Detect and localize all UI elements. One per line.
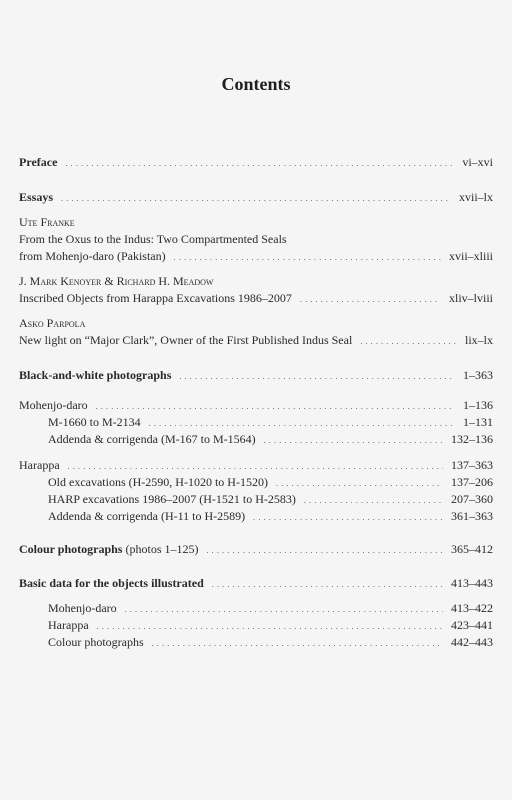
- essay-author: J. Mark Kenoyer & Richard H. Meadow: [19, 274, 214, 288]
- dot-leader: [152, 635, 443, 651]
- toc-page: 365–412: [451, 542, 493, 556]
- toc-label: Mohenjo-daro: [19, 398, 88, 412]
- toc-page: 413–443: [451, 576, 493, 590]
- toc-subentry: [48, 492, 493, 508]
- dot-leader: [304, 492, 443, 508]
- essay-title-line: Inscribed Objects from Harappa Excavations 1986–2007: [19, 291, 292, 305]
- toc-label: Essays: [19, 190, 54, 204]
- dot-leader: [125, 601, 443, 617]
- dot-leader: [300, 291, 441, 307]
- toc-entry-basic-data: [19, 576, 493, 592]
- toc-label: Harappa: [48, 618, 89, 632]
- toc-subentry: [48, 432, 493, 448]
- toc-label: Colour photographs: [48, 635, 144, 649]
- toc-entry-essay1: [19, 249, 493, 265]
- dot-leader: [174, 249, 441, 265]
- dot-leader: [149, 415, 455, 431]
- dot-leader: [96, 398, 455, 414]
- toc-page: 1–136: [463, 398, 493, 412]
- toc-subentry: [48, 475, 493, 491]
- toc-label: Old excavations (H-2590, H-1020 to H-1520): [48, 475, 268, 489]
- toc-label: M-1660 to M-2134: [48, 415, 141, 429]
- toc-label: Basic data for the objects illustrated: [19, 576, 204, 590]
- toc-label: Mohenjo-daro: [48, 601, 117, 615]
- toc-page: 423–441: [451, 618, 493, 632]
- toc-subentry: [48, 601, 493, 617]
- toc-entry-essay3: [19, 333, 493, 349]
- dot-leader: [212, 576, 443, 592]
- toc-page: 1–363: [463, 368, 493, 382]
- toc-page: xvii–xliii: [448, 249, 493, 263]
- toc-entry-essays: [19, 190, 493, 206]
- toc-label: Black-and-white photographs: [19, 368, 172, 382]
- toc-page: 207–360: [451, 492, 493, 506]
- dot-leader: [276, 475, 443, 491]
- toc-page: 1–131: [463, 415, 493, 429]
- dot-leader: [68, 458, 443, 474]
- toc-subentry: [48, 415, 493, 431]
- toc-page: 413–422: [451, 601, 493, 615]
- dot-leader: [264, 432, 443, 448]
- toc-entry-colour-photos: [19, 542, 493, 558]
- essay-title-line: New light on “Major Clark”, Owner of the First Published Indus Seal: [19, 333, 353, 347]
- toc-page: 132–136: [451, 432, 493, 446]
- toc-subentry: [48, 635, 493, 651]
- dot-leader: [179, 368, 455, 384]
- toc-label: HARP excavations 1986–2007 (H-1521 to H-2583): [48, 492, 296, 506]
- toc-entry-bw-photos: [19, 368, 493, 384]
- toc-page: xliv–lviii: [448, 291, 493, 305]
- toc-label: Preface: [19, 155, 58, 169]
- page-title: Contents: [221, 74, 291, 94]
- toc-subentry: [48, 509, 493, 525]
- toc-entry-essay2: [19, 291, 493, 307]
- dot-leader: [253, 509, 443, 525]
- toc-page: 137–363: [451, 458, 493, 472]
- toc-entry-preface: [19, 155, 493, 171]
- toc-label-suffix: (photos 1–125): [125, 542, 199, 556]
- dot-leader: [61, 190, 451, 206]
- essay-title-line: from Mohenjo-daro (Pakistan): [19, 249, 166, 263]
- dot-leader: [360, 333, 457, 349]
- toc-entry-harappa: [19, 458, 493, 474]
- dot-leader: [206, 542, 443, 558]
- dot-leader: [65, 155, 454, 171]
- toc-entry-mohenjo: [19, 398, 493, 414]
- toc-page: 137–206: [451, 475, 493, 489]
- essay-author: Ute Franke: [19, 215, 75, 229]
- toc-subentry: [48, 618, 493, 634]
- toc-page: vi–xvi: [462, 155, 493, 169]
- essay-title-line: From the Oxus to the Indus: Two Compartmented Seals: [19, 232, 287, 246]
- toc-page: xvii–lx: [458, 190, 493, 204]
- toc-page: 361–363: [451, 509, 493, 523]
- toc-page: 442–443: [451, 635, 493, 649]
- toc-label: Addenda & corrigenda (M-167 to M-1564): [48, 432, 256, 446]
- toc-label: Addenda & corrigenda (H-11 to H-2589): [48, 509, 246, 523]
- toc-label: [19, 542, 198, 557]
- toc-page: lix–lx: [464, 333, 493, 347]
- dot-leader: [97, 618, 443, 634]
- toc-label-main: Colour photographs: [19, 542, 123, 556]
- essay-author: Asko Parpola: [19, 316, 86, 330]
- toc-label: Harappa: [19, 458, 60, 472]
